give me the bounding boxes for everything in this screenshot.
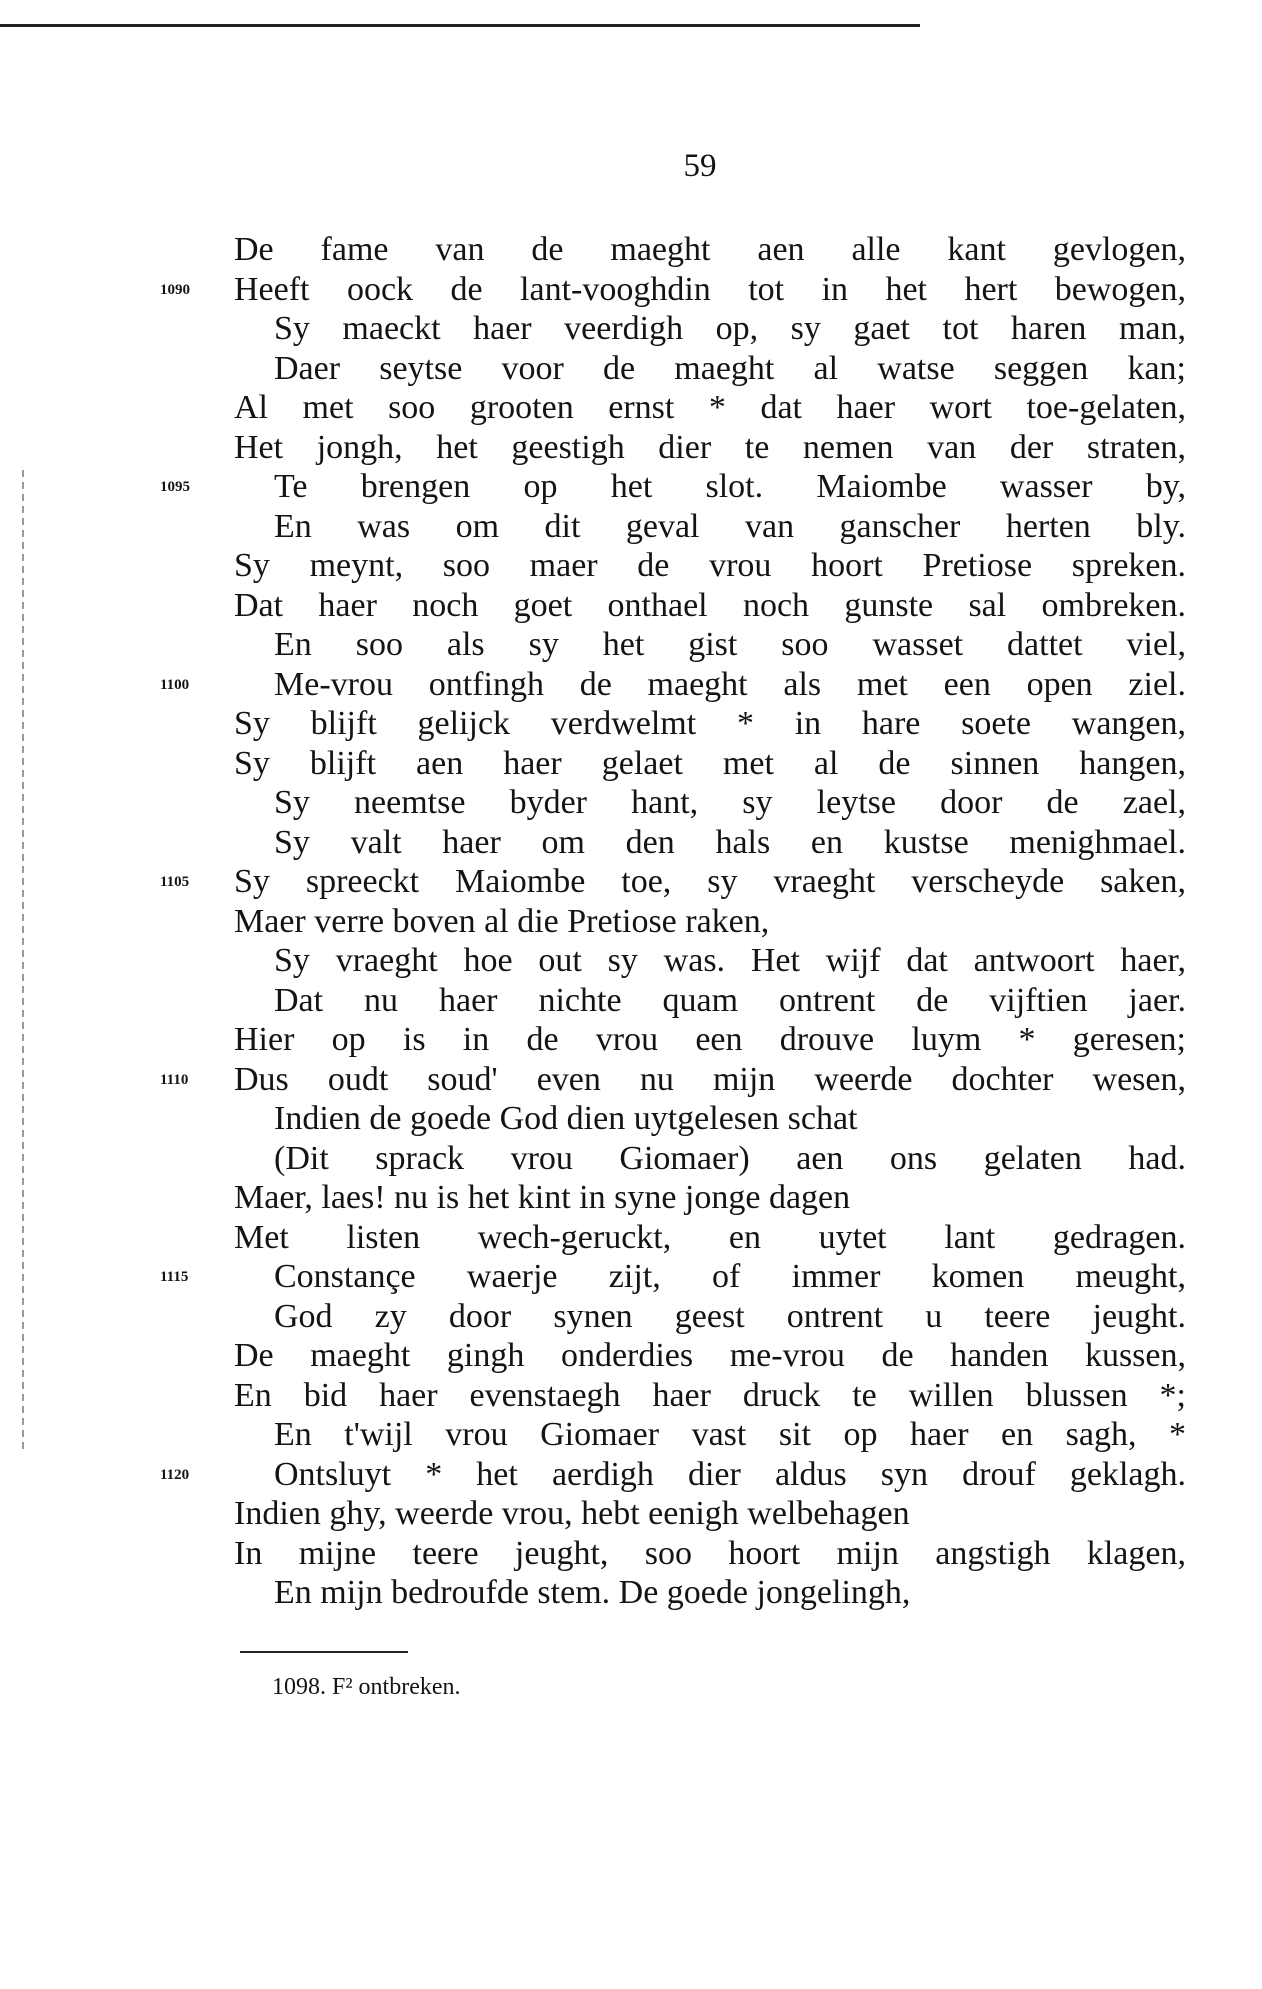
line-number: 1110 <box>160 1071 189 1088</box>
verse-text: Maer, laes! nu is het kint in syne jonge dagen <box>234 1179 851 1216</box>
verse-line <box>0 230 1262 270</box>
verse-line <box>0 704 1262 744</box>
line-number: 1120 <box>160 1466 190 1483</box>
verse-text: Sy spreeckt Maiombe toe, sy vraeght verscheyde saken, <box>234 863 1186 900</box>
verse-text: Daer seytse voor de maeght al watse seggen kan; <box>274 349 1186 387</box>
verse-text: Sy blijft gelijck verdwelmt * in hare soete wangen, <box>234 705 1186 742</box>
verse-line <box>0 507 1262 547</box>
verse-line <box>0 1376 1262 1416</box>
verse-text: Sy maeckt haer veerdigh op, sy gaet tot haren man, <box>274 310 1186 347</box>
verse-text: (Dit sprack vrou Giomaer) aen ons gelaten had. <box>274 1139 1186 1177</box>
verse-text: Dat haer noch goet onthael noch gunste sal ombreken. <box>234 586 1186 624</box>
verse-text: Ontsluyt * het aerdigh dier aldus syn drouf geklagh. <box>274 1455 1186 1493</box>
verse-text: Te brengen op het slot. Maiombe wasser by, <box>274 468 1186 505</box>
verse-line <box>0 625 1262 665</box>
verse-line <box>0 1336 1262 1376</box>
verse-line <box>0 1218 1262 1258</box>
verse-text: Constançe waerje zijt, of immer komen meught, <box>274 1258 1186 1295</box>
verse-text: Indien ghy, weerde vrou, hebt eenigh welbehagen <box>234 1495 910 1532</box>
verse-line <box>0 270 1262 310</box>
verse-text: En soo als sy het gist soo wasset dattet viel, <box>274 626 1186 663</box>
verse-text: In mijne teere jeught, soo hoort mijn angstigh klagen, <box>234 1534 1186 1572</box>
verse-text: Sy neemtse byder hant, sy leytse door de zael, <box>274 784 1186 821</box>
verse-line <box>0 862 1262 902</box>
verse-text: Sy meynt, soo maer de vrou hoort Pretiose spreken. <box>234 547 1186 584</box>
verse-text: Dus oudt soud' even nu mijn weerde dochter wesen, <box>234 1060 1186 1098</box>
verse-text: En t'wijl vrou Giomaer vast sit op haer en sagh, * <box>274 1416 1186 1453</box>
verse-text: De fame van de maeght aen alle kant gevlogen, <box>234 231 1186 268</box>
footnote: 1098. F² ontbreken. <box>272 1674 461 1700</box>
verse-text: En bid haer evenstaegh haer druck te willen blussen *; <box>234 1376 1186 1414</box>
verse-line <box>0 349 1262 389</box>
verse-text: Dat nu haer nichte quam ontrent de vijftien jaer. <box>274 981 1186 1019</box>
line-number: 1105 <box>160 874 190 890</box>
verse-line <box>0 981 1262 1021</box>
verse-text: Sy blijft aen haer gelaet met al de sinnen hangen, <box>234 744 1186 782</box>
line-number: 1115 <box>160 1269 189 1285</box>
verse-text: De maeght gingh onderdies me-vrou de handen kussen, <box>234 1337 1186 1374</box>
verse-line <box>0 783 1262 823</box>
verse-line <box>0 309 1262 349</box>
verse-line <box>0 467 1262 507</box>
verse-line <box>0 388 1262 428</box>
verse-line <box>0 1573 1262 1613</box>
verse-text: Hier op is in de vrou een drouve luym * geresen; <box>234 1021 1186 1058</box>
verse-line <box>0 1060 1262 1100</box>
verse-line <box>0 1257 1262 1297</box>
verse-text: Indien de goede God dien uytgelesen schat <box>274 1100 858 1137</box>
verse-line <box>0 586 1262 626</box>
page-number: 59 <box>683 148 717 184</box>
top-border-rule <box>0 24 920 27</box>
verse-line <box>0 1297 1262 1337</box>
verse-line <box>0 1099 1262 1139</box>
verse-text: Sy valt haer om den hals en kustse menighmael. <box>274 823 1186 861</box>
verse-text: Maer verre boven al die Pretiose raken, <box>234 902 770 940</box>
verse-line <box>0 1415 1262 1455</box>
verse-text: En was om dit geval van ganscher herten bly. <box>274 507 1186 545</box>
verse-line <box>0 1455 1262 1495</box>
verse-line <box>0 546 1262 586</box>
line-number: 1100 <box>160 676 190 693</box>
verse-text: Me-vrou ontfingh de maeght als met een open ziel. <box>274 665 1186 703</box>
verse-text: En mijn bedroufde stem. De goede jongelingh, <box>274 1574 911 1611</box>
verse-line <box>0 1020 1262 1060</box>
verse-line <box>0 1534 1262 1574</box>
line-number: 1090 <box>160 281 190 298</box>
verse-line <box>0 1494 1262 1534</box>
verse-line <box>0 941 1262 981</box>
verse-line <box>0 428 1262 468</box>
verse-line <box>0 1139 1262 1179</box>
footnote-rule <box>240 1651 408 1653</box>
verse-text: Heeft oock de lant-vooghdin tot in het hert bewogen, <box>234 270 1186 308</box>
verse-text: Met listen wech-geruckt, en uytet lant gedragen. <box>234 1218 1186 1256</box>
verse-line <box>0 1178 1262 1218</box>
verse-line <box>0 744 1262 784</box>
verse-text: Al met soo grooten ernst * dat haer wort toe-gelaten, <box>234 389 1186 426</box>
verse-line <box>0 665 1262 705</box>
verse-line <box>0 902 1262 942</box>
verse-text: God zy door synen geest ontrent u teere jeught. <box>274 1297 1186 1335</box>
line-number: 1095 <box>160 479 190 495</box>
verse-text: Sy vraeght hoe out sy was. Het wijf dat antwoort haer, <box>274 942 1186 979</box>
verse-text: Het jongh, het geestigh dier te nemen van der straten, <box>234 428 1186 466</box>
verse-line <box>0 823 1262 863</box>
